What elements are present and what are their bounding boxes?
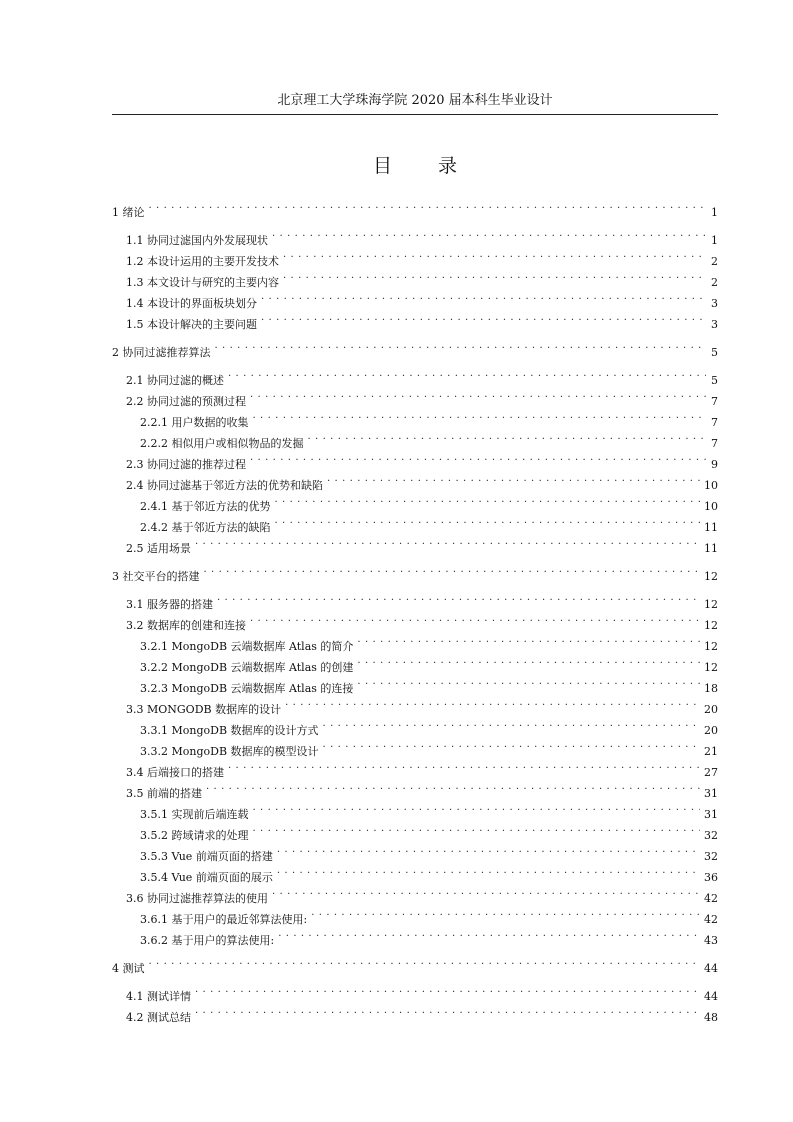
toc-entry-label: 3.5.3 Vue 前端页面的搭建 [140,850,273,863]
page-title: 目 录 [372,155,478,177]
toc-entry-label: 3.1 服务器的搭建 [126,598,213,611]
toc-dot-leader [278,924,700,944]
toc-entry-label: 3.6.2 基于用户的算法使用: [140,934,275,947]
toc-entry-page-number: 12 [704,598,718,611]
toc-dot-leader [308,427,707,447]
toc-dot-leader [357,630,700,650]
toc-dot-leader [261,287,706,307]
toc-dot-leader [195,980,700,1000]
toc-entry-page-number: 1 [711,234,718,247]
toc-entry[interactable] [112,532,718,553]
toc-entry-label: 3.3.1 MongoDB 数据库的设计方式 [140,724,319,737]
toc-entry-page-number: 20 [704,703,718,716]
toc-entry-label: 1 绪论 [112,206,145,219]
toc-entry-label: 3.2 数据库的创建和连接 [126,619,246,632]
toc-entry-page-number: 7 [711,416,718,429]
toc-dot-leader [272,224,706,244]
toc-dot-leader [357,672,700,692]
toc-dot-leader [253,406,707,426]
toc-entry-page-number: 7 [711,395,718,408]
toc-dot-leader [285,693,700,713]
toc-dot-leader [253,819,701,839]
toc-dot-leader [283,245,706,265]
toc-entry-label: 2.4 协同过滤基于邻近方法的优势和缺陷 [126,479,323,492]
toc-entry-label: 4 测试 [112,962,145,975]
toc-entry-page-number: 31 [704,787,718,800]
toc-entry-label: 2.3 协同过滤的推荐过程 [126,458,246,471]
toc-entry-page-number: 5 [711,374,718,387]
toc-entry[interactable] [112,588,718,609]
toc-dot-leader [195,532,700,552]
toc-dot-leader [323,735,700,755]
toc-entry-page-number: 32 [704,829,718,842]
toc-dot-leader [275,511,701,531]
toc-entry-label: 1.3 本文设计与研究的主要内容 [126,276,279,289]
toc-entry-label: 3.6.1 基于用户的最近邻算法使用: [140,913,308,926]
table-of-contents [112,196,718,1022]
toc-entry[interactable] [112,952,718,973]
toc-dot-leader [228,364,706,384]
toc-entry-label: 3.5.4 Vue 前端页面的展示 [140,871,273,884]
toc-dot-leader [261,308,706,328]
toc-entry[interactable] [112,224,718,245]
toc-dot-leader [206,777,700,797]
toc-entry-page-number: 44 [704,990,718,1003]
toc-entry-page-number: 27 [704,766,718,779]
toc-dot-leader [250,609,700,629]
toc-entry-page-number: 31 [704,808,718,821]
toc-entry-page-number: 44 [704,962,718,975]
toc-entry-page-number: 12 [704,619,718,632]
toc-dot-leader [195,1001,700,1021]
toc-entry-label: 2.1 协同过滤的概述 [126,374,224,387]
toc-entry-page-number: 42 [704,892,718,905]
toc-entry-label: 3.5 前端的搭建 [126,787,202,800]
toc-entry-label: 3.3.2 MongoDB 数据库的模型设计 [140,745,319,758]
toc-entry-page-number: 10 [704,500,718,513]
toc-entry-page-number: 36 [704,871,718,884]
toc-entry-label: 3.6 协同过滤推荐算法的使用 [126,892,268,905]
toc-entry-label: 1.4 本设计的界面板块划分 [126,297,257,310]
toc-entry-label: 4.1 测试详情 [126,990,191,1003]
toc-entry-label: 3.4 后端接口的搭建 [126,766,224,779]
toc-entry-page-number: 7 [711,437,718,450]
toc-entry-page-number: 2 [711,276,718,289]
toc-entry-label: 2.2.2 相似用户或相似物品的发掘 [140,437,304,450]
toc-entry-page-number: 32 [704,850,718,863]
toc-dot-leader [250,448,706,468]
toc-entry-page-number: 3 [711,297,718,310]
toc-entry-page-number: 5 [711,346,718,359]
toc-dot-leader [272,882,700,902]
toc-entry-label: 1.1 协同过滤国内外发展现状 [126,234,268,247]
toc-entry-page-number: 12 [704,640,718,653]
toc-entry-label: 2.5 适用场景 [126,542,191,555]
toc-entry-label: 2.2.1 用户数据的收集 [140,416,249,429]
toc-entry-page-number: 21 [704,745,718,758]
toc-entry-page-number: 12 [704,661,718,674]
toc-dot-leader [277,861,700,881]
toc-entry-label: 2.4.2 基于邻近方法的缺陷 [140,521,271,534]
toc-entry-page-number: 11 [704,521,718,534]
toc-entry-label: 3.3 MONGODB 数据库的设计 [126,703,282,716]
toc-entry-label: 2.4.1 基于邻近方法的优势 [140,500,271,513]
toc-dot-leader [149,952,701,972]
toc-entry-page-number: 12 [704,570,718,583]
toc-entry-page-number: 9 [711,458,718,471]
toc-dot-leader [149,196,707,216]
toc-dot-leader [250,385,706,405]
toc-entry-page-number: 10 [704,479,718,492]
toc-entry-page-number: 3 [711,318,718,331]
toc-entry-page-number: 18 [704,682,718,695]
toc-dot-leader [311,903,700,923]
toc-entry[interactable] [112,1001,718,1022]
toc-entry-label: 3.5.2 跨域请求的处理 [140,829,249,842]
toc-entry[interactable] [112,798,718,819]
toc-entry-page-number: 2 [711,255,718,268]
toc-entry-label: 3.2.3 MongoDB 云端数据库 Atlas 的连接 [140,682,354,695]
toc-entry-label: 1.5 本设计解决的主要问题 [126,318,257,331]
toc-entry[interactable] [112,336,718,357]
toc-entry-page-number: 48 [704,1011,718,1024]
toc-entry-page-number: 42 [704,913,718,926]
toc-entry-label: 2 协同过滤推荐算法 [112,346,211,359]
toc-entry-page-number: 20 [704,724,718,737]
toc-entry-label: 2.2 协同过滤的预测过程 [126,395,246,408]
toc-dot-leader [275,490,701,510]
header-divider [112,114,718,115]
toc-entry-label: 1.2 本设计运用的主要开发技术 [126,255,279,268]
toc-entry-label: 4.2 测试总结 [126,1011,191,1024]
toc-dot-leader [228,756,700,776]
toc-dot-leader [283,266,706,286]
toc-entry-page-number: 11 [704,542,718,555]
toc-entry-label: 3.2.1 MongoDB 云端数据库 Atlas 的简介 [140,640,354,653]
toc-entry-page-number: 43 [704,934,718,947]
toc-entry-label: 3.2.2 MongoDB 云端数据库 Atlas 的创建 [140,661,354,674]
toc-dot-leader [277,840,700,860]
toc-dot-leader [217,588,700,608]
toc-entry-label: 3 社交平台的搭建 [112,570,200,583]
toc-entry[interactable] [112,196,718,217]
toc-entry-page-number: 1 [711,206,718,219]
toc-dot-leader [357,651,700,671]
toc-entry[interactable] [112,560,718,581]
toc-dot-leader [327,469,700,489]
toc-entry[interactable] [112,364,718,385]
toc-dot-leader [215,336,707,356]
toc-dot-leader [323,714,700,734]
toc-dot-leader [204,560,701,580]
toc-dot-leader [253,798,701,818]
toc-entry[interactable] [112,980,718,1001]
toc-entry-label: 3.5.1 实现前后端连载 [140,808,249,821]
page-header: 北京理工大学珠海学院 2020 届本科生毕业设计 [277,93,553,108]
